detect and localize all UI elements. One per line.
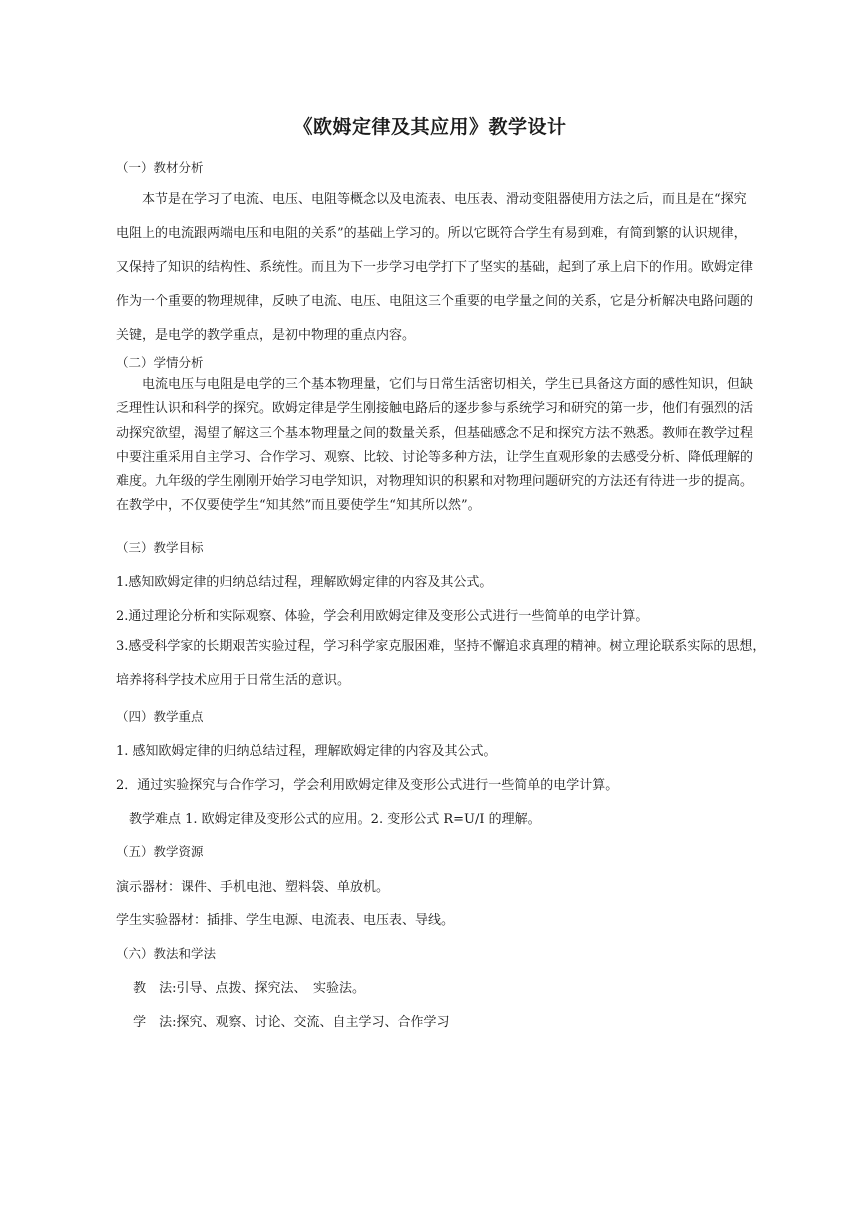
teaching-method: 教 法:引导、点拨、探究法、 实验法。: [116, 981, 366, 996]
section-heading-textbook-analysis: （一）教材分析: [116, 160, 204, 175]
document-title: 《欧姆定律及其应用》教学设计: [293, 116, 567, 138]
paragraph-line: 乏理性认识和科学的探究。欧姆定律是学生刚接触电路后的逐步参与系统学习和研究的第一步，他们有强烈的活: [116, 401, 754, 417]
section-heading-methods: （六）教法和学法: [116, 946, 217, 961]
goal-item-line: 3.感受科学家的长期艰苦实验过程，学习科学家克服困难，坚持不懈追求真理的精神。树立理论联系实际的思想，: [116, 639, 766, 654]
goal-item-1: 1.感知欧姆定律的归纳总结过程，理解欧姆定律的内容及其公式。: [116, 575, 493, 590]
paragraph-line: 中要注重采用自主学习、合作学习、观察、比较、讨论等多种方法，让学生直观形象的去感受分析、降低理解的: [116, 449, 754, 465]
paragraph-line: 作为一个重要的物理规律，反映了电流、电压、电阻这三个重要的电学量之间的关系，它是分析解决电路问题的: [116, 294, 754, 309]
goal-item-line: 培养将科学技术应用于日常生活的意识。: [116, 673, 351, 688]
paragraph-line: 难度。九年级的学生刚刚开始学习电学知识，对物理知识的积累和对物理问题研究的方法还有待进一步的提高。: [116, 474, 754, 490]
paragraph-textbook-analysis: [116, 183, 776, 353]
student-equipment: 学生实验器材：插排、学生电源、电流表、电压表、导线。: [116, 913, 455, 928]
paragraph-line: 本节是在学习了电流、电压、电阻等概念以及电流表、电压表、滑动变阻器使用方法之后，而且是在“探究: [116, 192, 747, 207]
demo-equipment: 演示器材：课件、手机电池、塑料袋、单放机。: [116, 880, 390, 895]
paragraph-line: 电阻上的电流跟两端电压和电阻的关系”的基础上学习的。所以它既符合学生有易到难，有简到繁的认识规律，: [116, 226, 747, 241]
paragraph-line: 动探究欲望，渴望了解这三个基本物理量之间的数量关系，但基础感念不足和探究方法不熟悉。教师在教学过程: [116, 425, 754, 441]
goal-item-2: 2.通过理论分析和实际观察、体验，学会利用欧姆定律及变形公式进行一些简单的电学计算。: [116, 609, 649, 624]
section-heading-teaching-goals: （三）教学目标: [116, 540, 204, 555]
difficult-points: 教学难点 1. 欧姆定律及变形公式的应用。2. 变形公式 R=U/I 的理解。: [116, 812, 541, 827]
paragraph-line: 又保持了知识的结构性、系统性。而且为下一步学习电学打下了坚实的基础，起到了承上启下的作用。欧姆定律: [116, 260, 754, 275]
goal-item-3: [116, 630, 776, 698]
paragraph-line: 在教学中，不仅要使学生“知其然”而且要使学生“知其所以然”。: [116, 498, 481, 514]
section-heading-resources: （五）教学资源: [116, 844, 204, 859]
section-heading-learner-analysis: （二）学情分析: [116, 355, 204, 370]
key-point-item-1: 1. 感知欧姆定律的归纳总结过程，理解欧姆定律的内容及其公式。: [116, 744, 497, 759]
section-heading-key-points: （四）教学重点: [116, 709, 204, 724]
key-point-item-2: 2．通过实验探究与合作学习，学会利用欧姆定律及变形公式进行一些简单的电学计算。: [116, 778, 619, 793]
paragraph-line: 电流电压与电阻是电学的三个基本物理量，它们与日常生活密切相关，学生已具备这方面的感性知识，但缺: [116, 377, 754, 392]
paragraph-line: 关键，是电学的教学重点，是初中物理的重点内容。: [116, 328, 416, 343]
paragraph-learner-analysis: [116, 373, 776, 519]
learning-method: 学 法:探究、观察、讨论、交流、自主学习、合作学习: [116, 1015, 450, 1030]
